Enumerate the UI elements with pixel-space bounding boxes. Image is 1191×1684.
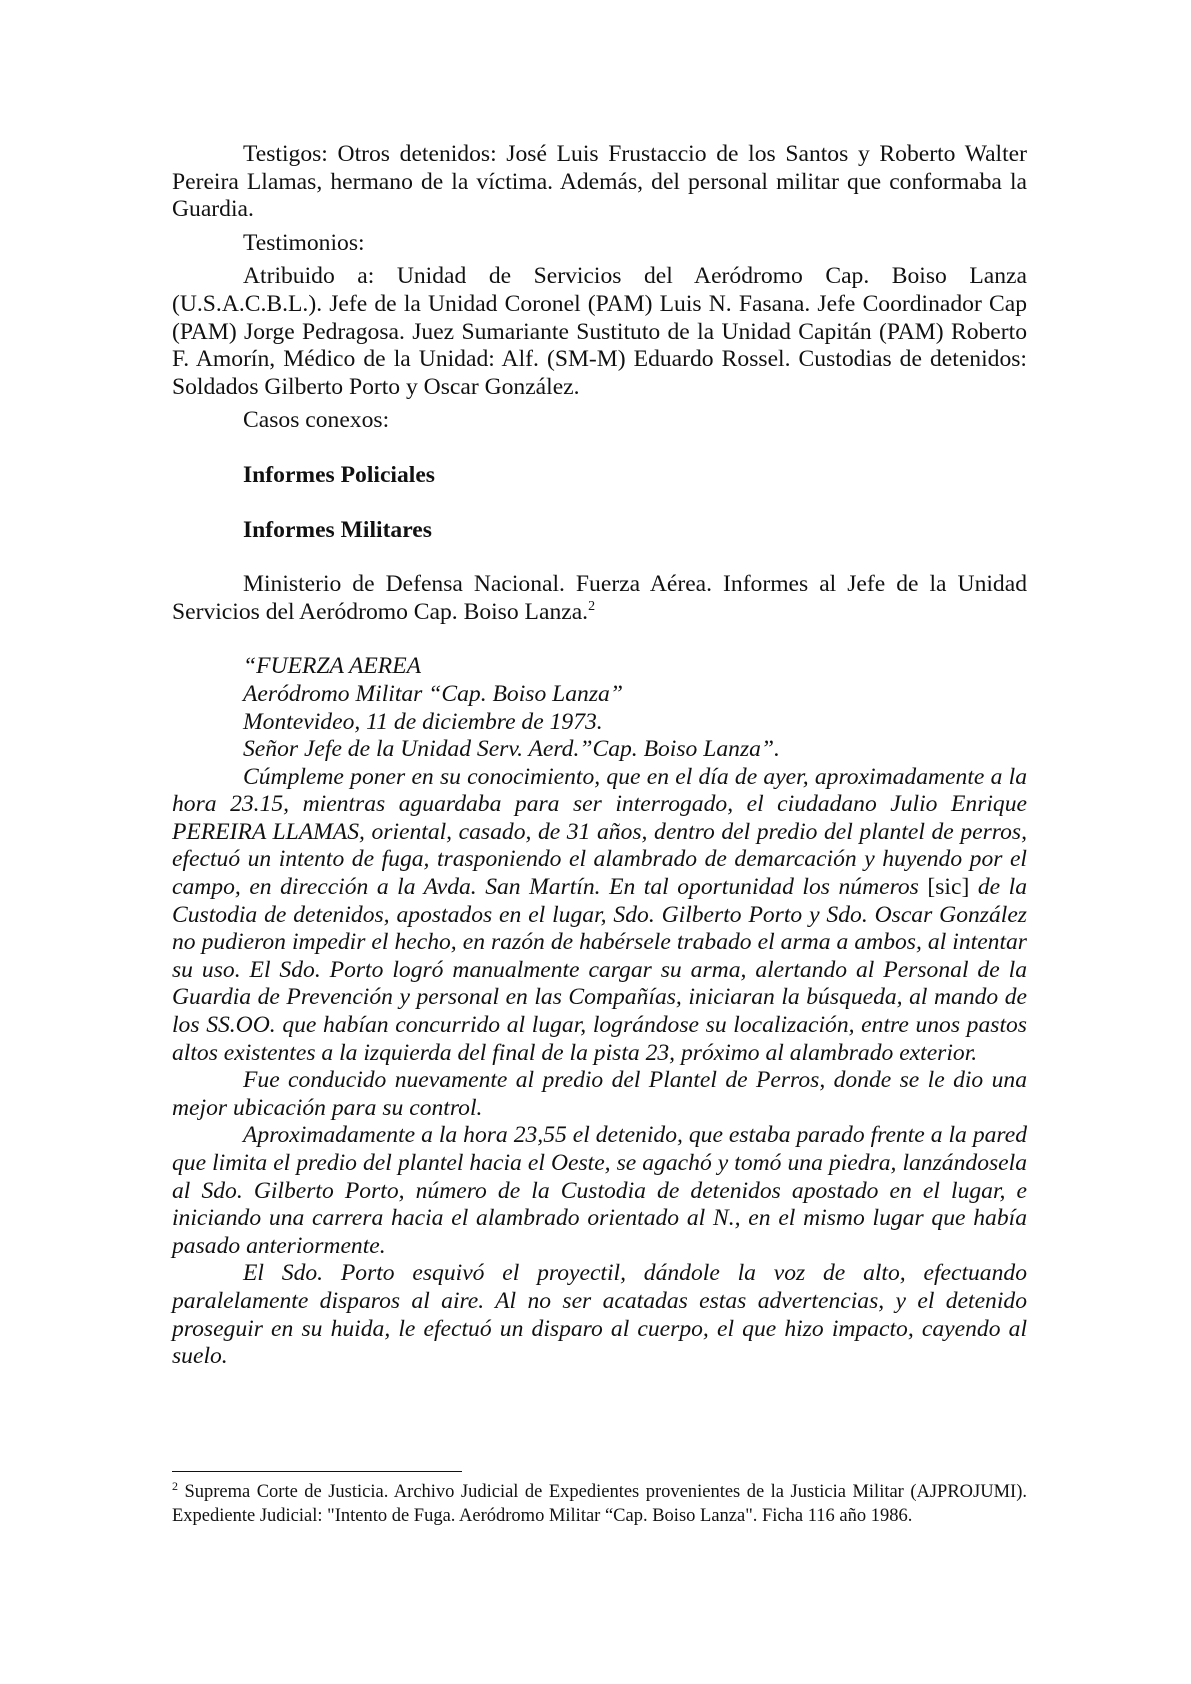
footnote-divider (172, 1471, 462, 1472)
quote-paragraph-4: El Sdo. Porto esquivó el proyectil, dándole la voz de alto, efectuando paralelamente disparos al aire. Al no ser acatadas estas advertencias, y el detenido proseguir en su huida, le efectuó un disparo al cuerpo, el que hizo impacto, cayendo al suelo. (172, 1260, 1027, 1370)
quote-header-line-3: Montevideo, 11 de diciembre de 1973. (243, 708, 603, 735)
quote-paragraph-1-a: Cúmpleme poner en su conocimiento, que en el día de ayer, aproximadamente a la hora 23.15, mientras aguardaba para ser interrogado, el ciudadano Julio Enrique PEREIRA LLAMAS, oriental, casado, de 31 años, dentro del predio del plantel de perros, efectuó un intento de fuga, trasponiendo el alambrado de demarcación y huyendo por el campo, en dirección a la Avda. San Martín. En tal oportunidad los números (172, 763, 1027, 901)
quote-header-line-2: Aeródromo Militar “Cap. Boiso Lanza” (243, 680, 623, 707)
quote-header-line-4: Señor Jefe de la Unidad Serv. Aerd.”Cap. Boiso Lanza”. (243, 736, 780, 763)
quote-paragraph-1 (172, 764, 1027, 1068)
quote-paragraph-3: Aproximadamente a la hora 23,55 el detenido, que estaba parado frente a la pared que limita el predio del plantel hacia el Oeste, se agachó y tomó una piedra, lanzándosela al Sdo. Gilberto Porto, número de la Custodia de detenidos apostado en el lugar, e iniciando una carrera hacia el alambrado orientado al N., en el mismo lugar que había pasado anteriormente. (172, 1122, 1027, 1259)
quote-paragraph-1-b: de la Custodia de detenidos, apostados en el lugar, Sdo. Gilberto Porto y Sdo. Oscar González no pudieron impedir el hecho, en razón de habérsele trabado el arma a ambos, al intentar su uso. El Sdo. Porto logró manualmente cargar su arma, alertando al Personal de la Guardia de Prevención y personal en las Compañías, iniciaran la búsqueda, al mando de los SS.OO. que habían concurrido al lugar, lográndose su localización, entre unos pastos altos existentes a la izquierda del final de la pista 23, próximo al alambrado exterior. (172, 874, 1027, 1066)
casos-conexos-label: Casos conexos: (243, 407, 390, 434)
quote-paragraph-2: Fue conducido nuevamente al predio del Plantel de Perros, donde se le dio una mejor ubicación para su control. (172, 1067, 1027, 1121)
ministerio-paragraph (172, 571, 1027, 626)
ministerio-text: Ministerio de Defensa Nacional. Fuerza Aérea. Informes al Jefe de la Unidad Servicios del Aeródromo Cap. Boiso Lanza. (172, 571, 1027, 625)
testimonios-label: Testimonios: (243, 229, 365, 256)
document-body (172, 141, 1027, 1371)
footnote (172, 1480, 1027, 1528)
footnote-reference: 2 (588, 598, 596, 614)
testigos-paragraph: Testigos: Otros detenidos: José Luis Frustaccio de los Santos y Roberto Walter Pereira Llamas, hermano de la víctima. Además, del personal militar que conformaba la Guardia. (172, 141, 1027, 223)
footnote-text: Suprema Corte de Justicia. Archivo Judicial de Expedientes provenientes de la Justicia Militar (AJPROJUMI). Expediente Judicial: "Intento de Fuga. Aeródromo Militar “Cap. Boiso Lanza". Ficha 116 año 1986. (172, 1482, 1027, 1526)
quote-header-line-1: “FUERZA AEREA (243, 653, 422, 680)
atribuido-paragraph: Atribuido a: Unidad de Servicios del Aeródromo Cap. Boiso Lanza (U.S.A.C.B.L.). Jefe de la Unidad Coronel (PAM) Luis N. Fasana. Jefe Coordinador Cap (PAM) Jorge Pedragosa. Juez Sumariante Sustituto de la Unidad Capitán (PAM) Roberto F. Amorín, Médico de la Unidad: Alf. (SM-M) Eduardo Rossel. Custodias de detenidos: Soldados Gilberto Porto y Oscar González. (172, 263, 1027, 400)
footnote-number: 2 (172, 1478, 178, 1493)
heading-informes-militares: Informes Militares (243, 516, 432, 543)
sic-marker: [sic] (927, 874, 970, 901)
heading-informes-policiales: Informes Policiales (243, 461, 435, 488)
